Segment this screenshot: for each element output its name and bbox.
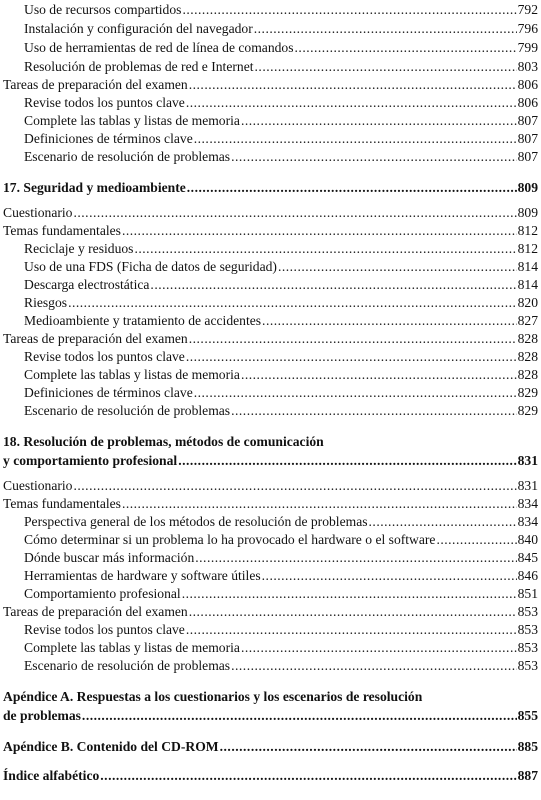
chapter-title-line: Apéndice A. Respuestas a los cuestionarios y los escenarios de resolución xyxy=(3,689,423,704)
subsection-entry xyxy=(0,403,541,418)
entry-title: Cuestionario xyxy=(3,205,73,220)
subsection-entry xyxy=(0,514,541,529)
entry-title: Revise todos los puntos clave xyxy=(24,622,185,637)
page-number: 803 xyxy=(517,59,538,74)
dot-leader xyxy=(182,2,516,17)
dot-leader xyxy=(231,658,517,673)
page-number: 829 xyxy=(517,403,538,418)
page-number: 834 xyxy=(517,496,538,511)
page-number: 807 xyxy=(517,149,538,164)
entry-title: Uso de recursos compartidos xyxy=(24,2,182,17)
entry-title: Escenario de resolución de problemas xyxy=(24,149,231,164)
subsection-entry xyxy=(0,640,541,655)
entry-title: Escenario de resolución de problemas xyxy=(24,403,231,418)
entry-title: Complete las tablas y listas de memoria xyxy=(24,640,240,655)
section-entry xyxy=(0,496,541,511)
subsection-entry xyxy=(0,131,541,146)
subsection-entry xyxy=(0,259,541,274)
dot-leader xyxy=(262,313,517,328)
page-number: 828 xyxy=(517,349,538,364)
page-number: 851 xyxy=(517,586,538,601)
subsection-entry xyxy=(0,113,541,128)
entry-title: Resolución de problemas de red e Internet xyxy=(24,59,254,74)
entry-title: Escenario de resolución de problemas xyxy=(24,658,231,673)
entry-title: Uso de herramientas de red de línea de comandos xyxy=(24,40,294,55)
page-number: 845 xyxy=(517,550,538,565)
entry-title: Cómo determinar si un problema lo ha provocado el hardware o el software xyxy=(24,532,436,547)
dot-leader xyxy=(254,21,517,36)
page-number: 820 xyxy=(517,295,538,310)
subsection-entry xyxy=(0,313,541,328)
subsection-entry xyxy=(0,349,541,364)
section-entry xyxy=(0,205,541,220)
dot-leader xyxy=(231,149,517,164)
entry-title: Revise todos los puntos clave xyxy=(24,349,185,364)
dot-leader xyxy=(262,568,517,583)
dot-leader xyxy=(73,478,516,493)
page-number: 829 xyxy=(517,385,538,400)
section-entry xyxy=(0,604,541,619)
section-entry xyxy=(0,77,541,92)
entry-title: Complete las tablas y listas de memoria xyxy=(24,113,240,128)
dot-leader xyxy=(278,259,517,274)
dot-leader xyxy=(189,604,517,619)
dot-leader xyxy=(82,708,517,723)
dot-leader xyxy=(186,622,517,637)
entry-title: Tareas de preparación del examen xyxy=(3,331,188,346)
entry-title: Apéndice B. Contenido del CD-ROM xyxy=(3,739,219,754)
dot-leader xyxy=(241,640,517,655)
entry-title: Instalación y configuración del navegador xyxy=(24,21,253,36)
subsection-entry xyxy=(0,295,541,310)
subsection-entry xyxy=(0,550,541,565)
subsection-entry xyxy=(0,532,541,547)
page-number: 799 xyxy=(517,40,538,55)
page-number: 814 xyxy=(517,259,538,274)
entry-title: Reciclaje y residuos xyxy=(24,241,134,256)
dot-leader xyxy=(295,40,517,55)
page-number: 807 xyxy=(517,113,538,128)
page-number: 828 xyxy=(517,331,538,346)
dot-leader xyxy=(186,349,517,364)
entry-title: Definiciones de términos clave xyxy=(24,131,193,146)
subsection-entry xyxy=(0,568,541,583)
page-number: 809 xyxy=(517,180,538,195)
dot-leader xyxy=(241,113,517,128)
dot-leader xyxy=(436,532,516,547)
page-number: 807 xyxy=(517,131,538,146)
entry-title: Dónde buscar más información xyxy=(24,550,195,565)
page-number: 831 xyxy=(517,453,538,468)
entry-title: Temas fundamentales xyxy=(3,496,121,511)
subsection-entry xyxy=(0,622,541,637)
page-number: 806 xyxy=(517,95,538,110)
dot-leader xyxy=(189,331,517,346)
dot-leader xyxy=(122,496,517,511)
chapter-entry xyxy=(0,708,541,723)
dot-leader xyxy=(187,180,517,195)
entry-title: Uso de una FDS (Ficha de datos de seguridad) xyxy=(24,259,277,274)
chapter-entry xyxy=(0,739,541,754)
page-number: 840 xyxy=(517,532,538,547)
entry-title: Cuestionario xyxy=(3,478,73,493)
entry-title: Complete las tablas y listas de memoria xyxy=(24,367,240,382)
dot-leader xyxy=(255,59,517,74)
page-number: 887 xyxy=(517,768,538,783)
subsection-entry xyxy=(0,367,541,382)
subsection-entry xyxy=(0,59,541,74)
subsection-entry xyxy=(0,241,541,256)
entry-title: Revise todos los puntos clave xyxy=(24,95,185,110)
entry-title: 17. Seguridad y medioambiente xyxy=(3,180,186,195)
page-number: 812 xyxy=(517,241,538,256)
subsection-entry xyxy=(0,658,541,673)
page-number: 885 xyxy=(517,739,538,754)
subsection-entry xyxy=(0,2,541,17)
page-number: 809 xyxy=(517,205,538,220)
subsection-entry xyxy=(0,95,541,110)
page-number: 831 xyxy=(517,478,538,493)
entry-title: Índice alfabético xyxy=(3,768,100,783)
dot-leader xyxy=(195,550,516,565)
entry-title: Descarga electrostática xyxy=(24,277,150,292)
page-number: 812 xyxy=(517,223,538,238)
chapter-entry xyxy=(0,180,541,195)
dot-leader xyxy=(194,131,517,146)
dot-leader xyxy=(122,223,517,238)
chapter-entry xyxy=(0,768,541,783)
dot-leader xyxy=(186,95,517,110)
entry-title: Definiciones de términos clave xyxy=(24,385,193,400)
page-number: 828 xyxy=(517,367,538,382)
dot-leader xyxy=(73,205,516,220)
dot-leader xyxy=(241,367,517,382)
page-number: 853 xyxy=(517,622,538,637)
dot-leader xyxy=(182,586,517,601)
page-number: 827 xyxy=(517,313,538,328)
dot-leader xyxy=(100,768,516,783)
subsection-entry xyxy=(0,385,541,400)
page-number: 792 xyxy=(517,2,538,17)
subsection-entry xyxy=(0,21,541,36)
page-number: 853 xyxy=(517,604,538,619)
dot-leader xyxy=(189,77,517,92)
entry-title: Perspectiva general de los métodos de resolución de problemas xyxy=(24,514,368,529)
page-number: 853 xyxy=(517,658,538,673)
entry-title: Tareas de preparación del examen xyxy=(3,77,188,92)
page-number: 855 xyxy=(517,708,538,723)
dot-leader xyxy=(178,453,516,468)
page-number: 814 xyxy=(517,277,538,292)
entry-title: de problemas xyxy=(3,708,81,723)
chapter-entry xyxy=(0,453,541,468)
page-number: 796 xyxy=(517,21,538,36)
dot-leader xyxy=(150,277,516,292)
dot-leader xyxy=(194,385,517,400)
dot-leader xyxy=(134,241,516,256)
section-entry xyxy=(0,331,541,346)
entry-title: Comportamiento profesional xyxy=(24,586,181,601)
entry-title: y comportamiento profesional xyxy=(3,453,178,468)
entry-title: Tareas de preparación del examen xyxy=(3,604,188,619)
chapter-title-line: 18. Resolución de problemas, métodos de comunicación xyxy=(3,434,324,449)
section-entry xyxy=(0,478,541,493)
dot-leader xyxy=(220,739,517,754)
subsection-entry xyxy=(0,40,541,55)
page-number: 834 xyxy=(517,514,538,529)
dot-leader xyxy=(231,403,517,418)
page-number: 846 xyxy=(517,568,538,583)
entry-title: Medioambiente y tratamiento de accidentes xyxy=(24,313,262,328)
subsection-entry xyxy=(0,149,541,164)
page-number: 853 xyxy=(517,640,538,655)
dot-leader xyxy=(68,295,517,310)
entry-title: Temas fundamentales xyxy=(3,223,121,238)
entry-title: Herramientas de hardware y software útiles xyxy=(24,568,261,583)
page-number: 806 xyxy=(517,77,538,92)
dot-leader xyxy=(369,514,517,529)
section-entry xyxy=(0,223,541,238)
entry-title: Riesgos xyxy=(24,295,68,310)
subsection-entry xyxy=(0,586,541,601)
subsection-entry xyxy=(0,277,541,292)
